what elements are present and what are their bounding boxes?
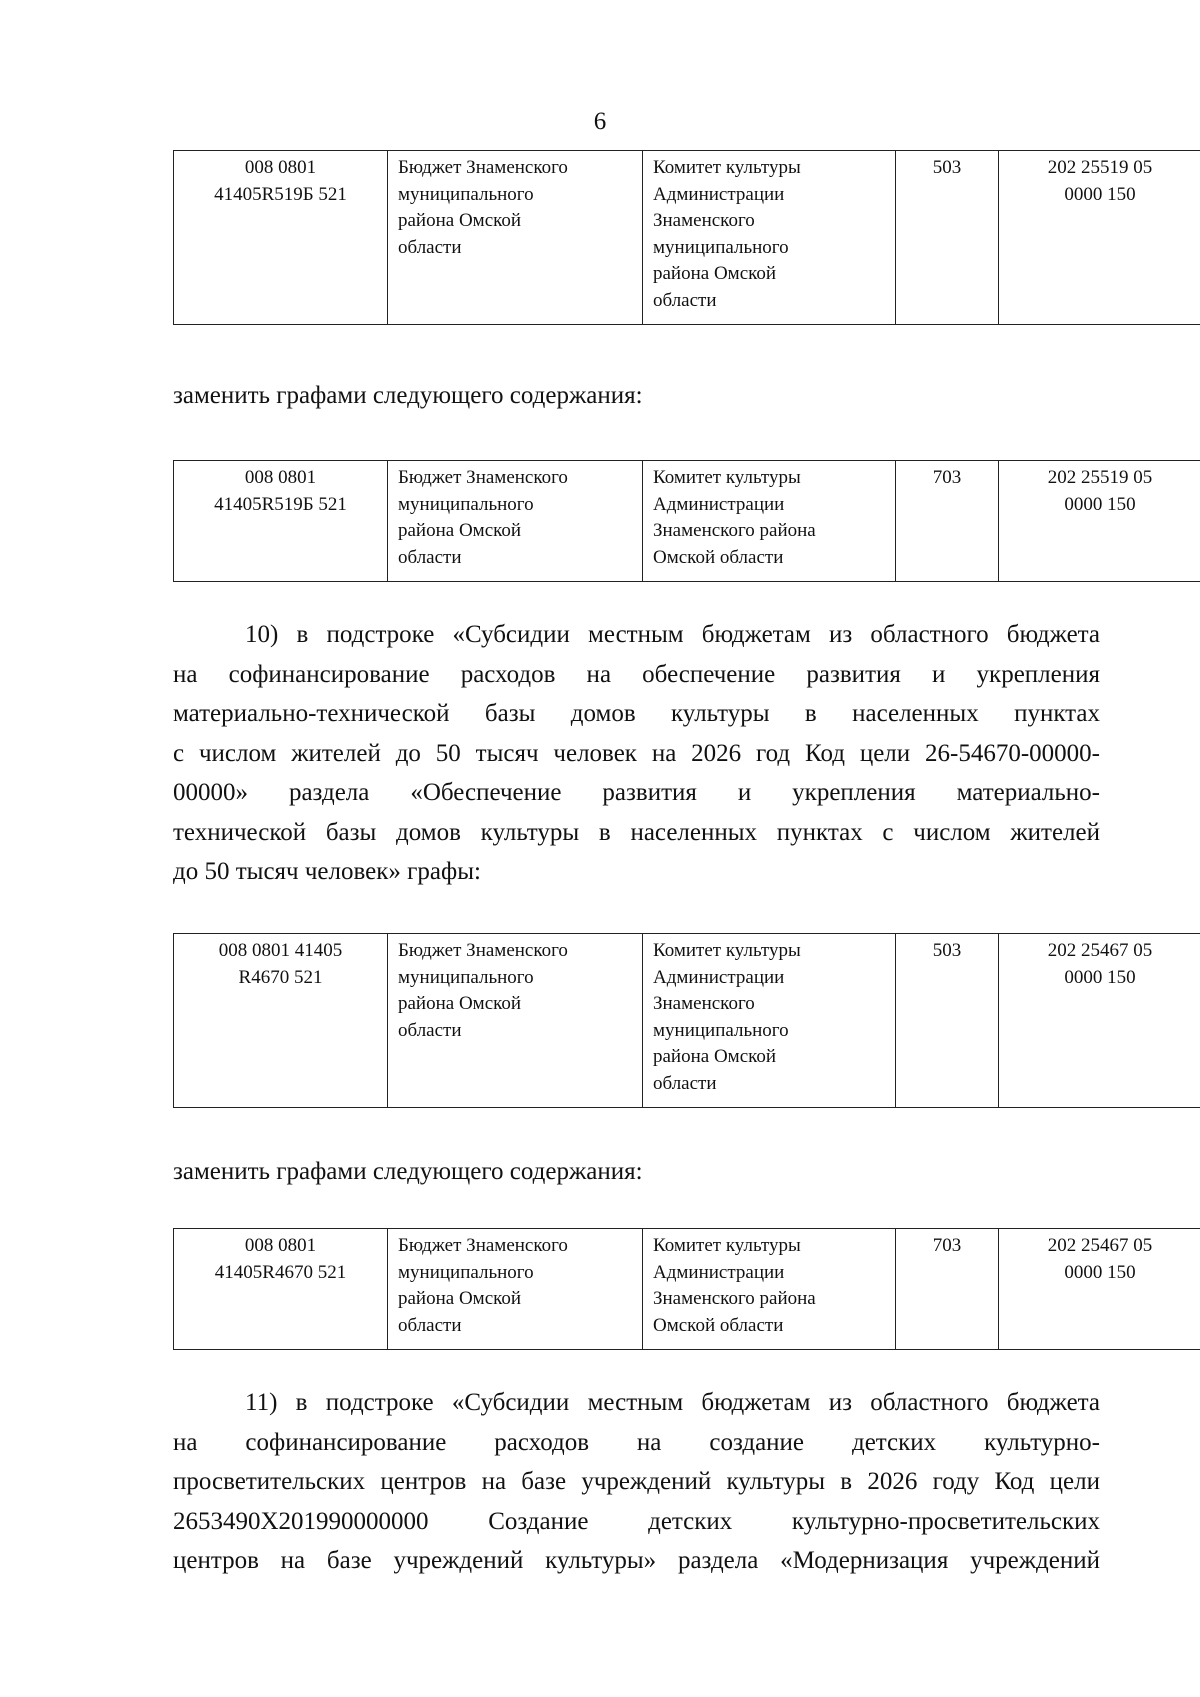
cell-administrator: Комитет культуры Администрации Знаменского района Омской области [643,461,896,582]
page-number: 6 [593,108,607,135]
cell-code: 008 0801 41405R519Б 521 [174,151,388,325]
table-original-2 [173,933,1200,1108]
table-row [174,1229,1200,1350]
table-row [174,934,1200,1108]
cell-kbk: 202 25519 05 0000 150 [999,461,1200,582]
cell-administrator: Комитет культуры Администрации Знаменского муниципального района Омской области [643,151,896,325]
cell-code: 008 0801 41405R4670 521 [174,1229,388,1350]
cell-kbk: 202 25519 05 0000 150 [999,151,1200,325]
cell-administrator: Комитет культуры Администрации Знаменского района Омской области [643,1229,896,1350]
cell-budget: Бюджет Знаменского муниципального района Омской области [388,934,643,1108]
cell-number: 503 [896,934,999,1108]
cell-kbk: 202 25467 05 0000 150 [999,934,1200,1108]
table-row [174,461,1200,582]
cell-budget: Бюджет Знаменского муниципального района Омской области [388,461,643,582]
table-replacement-2 [173,1228,1200,1350]
table-row [174,151,1200,325]
table-replacement-1 [173,460,1200,582]
cell-budget: Бюджет Знаменского муниципального района Омской области [388,151,643,325]
cell-code: 008 0801 41405 R4670 521 [174,934,388,1108]
cell-code: 008 0801 41405R519Б 521 [174,461,388,582]
replace-instruction: заменить графами следующего содержания: [173,1158,643,1185]
table-original-1 [173,150,1200,325]
cell-number: 703 [896,461,999,582]
paragraph-11: 11) в подстроке «Субсидии местным бюджетам из областного бюджета на софинансирование расходов на создание детских культурно- просветительских центров на базе учреждений культуры в 2026 году Код цели 2653490Х201990000000 Создание детских культурно-просветительских центров на базе учреждений культуры» раздела «Модернизация учреждений [173,1389,1100,1574]
cell-budget: Бюджет Знаменского муниципального района Омской области [388,1229,643,1350]
cell-administrator: Комитет культуры Администрации Знаменского муниципального района Омской области [643,934,896,1108]
replace-instruction: заменить графами следующего содержания: [173,382,643,409]
cell-kbk: 202 25467 05 0000 150 [999,1229,1200,1350]
cell-number: 503 [896,151,999,325]
cell-number: 703 [896,1229,999,1350]
paragraph-10: 10) в подстроке «Субсидии местным бюджетам из областного бюджета на софинансирование расходов на обеспечение развития и укрепления материально-технической базы домов культуры в населенных пунктах с числом жителей до 50 тысяч человек на 2026 год Код цели 26-54670-00000- 00000» раздела «Обеспечение развития и укрепления материально- технической базы домов культуры в населенных пунктах с числом жителей до 50 тысяч человек» графы: [173,621,1100,885]
